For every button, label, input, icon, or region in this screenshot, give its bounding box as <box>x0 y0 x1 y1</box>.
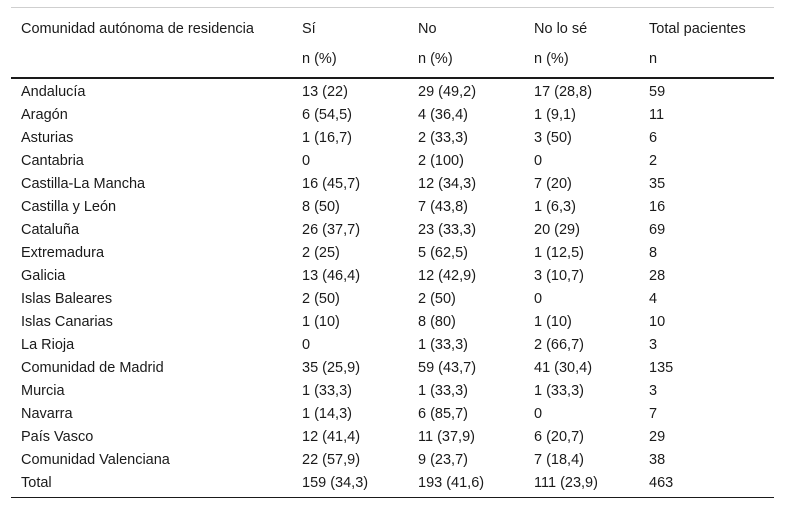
value-cell: 8 (80) <box>418 314 456 330</box>
value-cell: 16 (45,7) <box>302 176 361 192</box>
table-row <box>11 311 774 334</box>
value-cell: 23 (33,3) <box>418 222 477 238</box>
value-cell: 2 (25) <box>302 245 340 261</box>
column-subheader: n (%) <box>524 48 639 78</box>
table-row <box>11 242 774 265</box>
value-cell: 13 (46,4) <box>302 268 361 284</box>
column-header: Total pacientes <box>649 21 746 37</box>
table-row <box>11 380 774 403</box>
value-cell: 29 <box>649 429 666 445</box>
value-cell: 11 (37,9) <box>418 429 475 445</box>
column-header: Comunidad autónoma de residencia <box>21 21 254 37</box>
value-cell: 6 (54,5) <box>302 107 352 123</box>
region-cell: Islas Canarias <box>21 314 113 330</box>
region-cell: Cataluña <box>21 222 80 238</box>
table-row <box>11 403 774 426</box>
table-body <box>11 78 774 498</box>
value-cell: 28 <box>649 268 666 284</box>
region-cell: Cantabria <box>21 153 84 169</box>
data-table <box>11 8 774 498</box>
value-cell: 10 <box>649 314 666 330</box>
region-cell: Navarra <box>21 406 73 422</box>
region-cell: Andalucía <box>21 84 86 100</box>
table-row <box>11 78 774 104</box>
table-row <box>11 426 774 449</box>
value-cell: 6 (20,7) <box>534 429 584 445</box>
column-header: No <box>418 21 437 37</box>
value-cell: 35 (25,9) <box>302 360 361 376</box>
value-cell: 13 (22) <box>302 84 348 100</box>
region-cell: La Rioja <box>21 337 75 353</box>
value-cell: 3 (10,7) <box>534 268 584 284</box>
region-cell: Castilla-La Mancha <box>21 176 146 192</box>
table-row <box>11 196 774 219</box>
value-cell: 0 <box>534 153 543 169</box>
value-cell: 9 (23,7) <box>418 452 468 468</box>
value-cell: 20 (29) <box>534 222 580 238</box>
value-cell: 12 (42,9) <box>418 268 477 284</box>
value-cell: 4 <box>649 291 658 307</box>
region-cell: País Vasco <box>21 429 94 445</box>
value-cell: 7 (43,8) <box>418 199 468 215</box>
value-cell: 4 (36,4) <box>418 107 468 123</box>
value-cell: 59 <box>649 84 666 100</box>
region-cell: Murcia <box>21 383 65 399</box>
region-cell: Total <box>11 472 292 498</box>
value-cell: 3 (50) <box>534 130 572 146</box>
value-cell: 29 (49,2) <box>418 84 477 100</box>
column-header: No lo sé <box>534 21 588 37</box>
table-row <box>11 104 774 127</box>
value-cell: 3 <box>649 383 658 399</box>
header-row <box>11 8 774 48</box>
region-cell: Comunidad de Madrid <box>21 360 164 376</box>
subheader-row <box>11 48 774 78</box>
value-cell: 5 (62,5) <box>418 245 468 261</box>
value-cell: 2 <box>649 153 658 169</box>
value-cell: 1 (9,1) <box>534 107 576 123</box>
value-cell: 1 (33,3) <box>418 337 468 353</box>
value-cell: 16 <box>649 199 666 215</box>
value-cell: 0 <box>302 153 311 169</box>
value-cell: 193 (41,6) <box>408 472 524 498</box>
value-cell: 12 (41,4) <box>302 429 361 445</box>
value-cell: 17 (28,8) <box>534 84 593 100</box>
table-row <box>11 357 774 380</box>
column-subheader: n <box>639 48 774 78</box>
value-cell: 7 <box>649 406 658 422</box>
value-cell: 59 (43,7) <box>418 360 477 376</box>
table-row <box>11 449 774 472</box>
region-cell: Castilla y León <box>21 199 117 215</box>
column-header: Sí <box>302 21 316 37</box>
value-cell: 35 <box>649 176 666 192</box>
value-cell: 0 <box>302 337 311 353</box>
value-cell: 2 (50) <box>418 291 456 307</box>
value-cell: 22 (57,9) <box>302 452 361 468</box>
table-row <box>11 127 774 150</box>
value-cell: 159 (34,3) <box>292 472 408 498</box>
value-cell: 41 (30,4) <box>534 360 593 376</box>
value-cell: 12 (34,3) <box>418 176 477 192</box>
value-cell: 2 (66,7) <box>534 337 584 353</box>
value-cell: 0 <box>534 406 543 422</box>
column-subheader: n (%) <box>292 48 408 78</box>
table-row <box>11 288 774 311</box>
value-cell: 2 (100) <box>418 153 464 169</box>
table-row <box>11 334 774 357</box>
table-header <box>11 8 774 78</box>
value-cell: 2 (50) <box>302 291 340 307</box>
value-cell: 1 (33,3) <box>534 383 584 399</box>
value-cell: 1 (12,5) <box>534 245 584 261</box>
value-cell: 6 (85,7) <box>418 406 468 422</box>
value-cell: 6 <box>649 130 658 146</box>
value-cell: 8 (50) <box>302 199 340 215</box>
value-cell: 0 <box>534 291 543 307</box>
data-table-container <box>11 8 774 498</box>
value-cell: 69 <box>649 222 666 238</box>
region-cell: Galicia <box>21 268 66 284</box>
value-cell: 111 (23,9) <box>524 472 639 498</box>
table-row <box>11 173 774 196</box>
value-cell: 7 (18,4) <box>534 452 584 468</box>
region-cell: Extremadura <box>21 245 105 261</box>
value-cell: 7 (20) <box>534 176 572 192</box>
table-row <box>11 472 774 498</box>
value-cell: 1 (16,7) <box>302 130 352 146</box>
region-cell: Aragón <box>21 107 68 123</box>
table-row <box>11 219 774 242</box>
value-cell: 8 <box>649 245 658 261</box>
value-cell: 1 (10) <box>534 314 572 330</box>
value-cell: 135 <box>649 360 674 376</box>
value-cell: 1 (33,3) <box>302 383 352 399</box>
value-cell: 1 (10) <box>302 314 340 330</box>
table-row <box>11 265 774 288</box>
value-cell: 38 <box>649 452 666 468</box>
table-row <box>11 150 774 173</box>
value-cell: 2 (33,3) <box>418 130 468 146</box>
column-subheader <box>11 48 292 78</box>
value-cell: 3 <box>649 337 658 353</box>
region-cell: Asturias <box>21 130 74 146</box>
value-cell: 463 <box>639 472 774 498</box>
value-cell: 26 (37,7) <box>302 222 361 238</box>
value-cell: 1 (6,3) <box>534 199 576 215</box>
value-cell: 1 (33,3) <box>418 383 468 399</box>
value-cell: 1 (14,3) <box>302 406 352 422</box>
column-subheader: n (%) <box>408 48 524 78</box>
region-cell: Islas Baleares <box>21 291 113 307</box>
value-cell: 11 <box>649 107 665 123</box>
region-cell: Comunidad Valenciana <box>21 452 170 468</box>
